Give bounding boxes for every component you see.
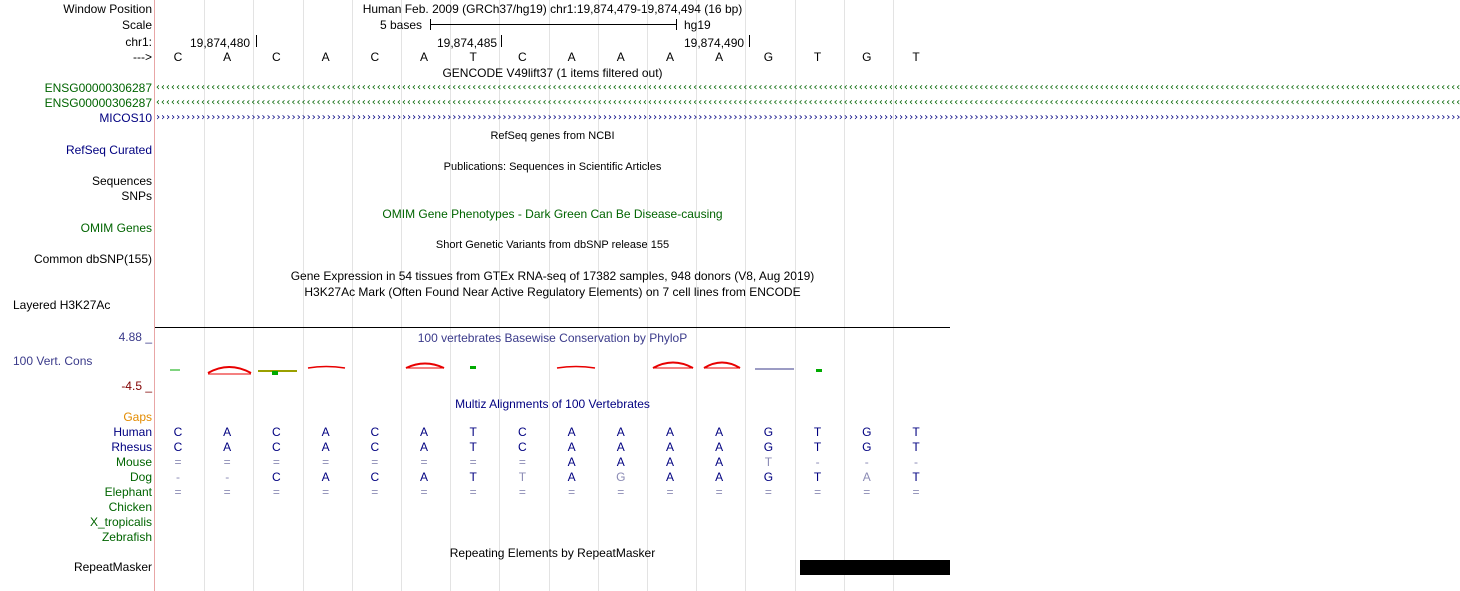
- alignment-base: A: [567, 470, 576, 484]
- repeatmasker-track-label[interactable]: RepeatMasker: [73, 560, 152, 574]
- sequence-base: C: [370, 50, 380, 64]
- alignment-base: =: [518, 485, 526, 499]
- sequences-track-label[interactable]: Sequences: [91, 174, 152, 188]
- sequence-base: A: [665, 50, 674, 64]
- alignment-base: C: [518, 425, 527, 439]
- window-position-text: Human Feb. 2009 (GRCh37/hg19) chr1:19,874,479-19,874,494 (16 bp): [362, 2, 743, 16]
- gencode-track-label-2[interactable]: ENSG00000306287: [44, 96, 152, 110]
- alignment-base: C: [173, 425, 183, 439]
- coord-tick-3: [749, 35, 750, 47]
- alignment-base: T: [469, 440, 477, 454]
- phylop-wiggle[interactable]: [155, 355, 950, 380]
- sequence-base: A: [567, 50, 576, 64]
- alignment-base: C: [370, 440, 380, 454]
- scale-bar-left-cap: [430, 19, 431, 30]
- alignment-base: T: [813, 470, 822, 484]
- alignment-base: -: [176, 470, 180, 484]
- scale-db: hg19: [684, 18, 711, 32]
- alignment-base: A: [665, 440, 674, 454]
- alignment-base: =: [174, 455, 182, 469]
- alignment-base: =: [863, 485, 871, 499]
- alignment-base: C: [272, 440, 281, 454]
- coord-label-2: 19,874,485: [437, 36, 498, 50]
- alignment-base: A: [665, 425, 674, 439]
- species-label-chicken[interactable]: Chicken: [108, 500, 152, 514]
- gaps-label: Gaps: [123, 410, 152, 424]
- alignment-base: A: [616, 455, 625, 469]
- alignment-base: C: [370, 470, 380, 484]
- gencode-title: GENCODE V49lift37 (1 items filtered out): [442, 66, 663, 80]
- alignment-base: A: [223, 425, 232, 439]
- gencode-transcript-1[interactable]: ‹‹‹‹‹‹‹‹‹‹‹‹‹‹‹‹‹‹‹‹‹‹‹‹‹‹‹‹‹‹‹‹‹‹‹‹‹‹‹‹‹‹‹‹‹‹‹‹‹‹‹‹‹‹‹‹‹‹‹‹‹‹‹‹‹‹‹‹‹‹‹‹‹‹‹‹‹‹‹‹‹‹‹‹‹‹‹‹‹‹‹‹‹‹‹‹‹‹‹‹‹‹‹‹‹‹‹‹‹‹‹‹‹‹‹‹‹‹‹‹‹‹‹‹‹‹‹‹‹‹‹‹‹‹‹‹‹‹‹‹‹‹‹‹‹‹‹‹‹‹‹‹‹‹‹‹‹‹‹‹‹‹‹‹‹‹‹‹‹‹‹‹‹‹‹‹‹‹‹‹‹‹‹‹‹‹‹‹‹‹‹‹‹‹‹‹‹‹‹‹‹‹‹‹‹‹‹‹‹‹‹‹‹‹‹‹‹‹‹‹‹‹‹‹‹‹‹‹‹‹‹‹‹‹‹‹‹‹‹‹‹‹‹‹‹‹‹‹‹‹‹‹‹‹‹‹‹‹‹‹: [155, 82, 1460, 93]
- alignment-base: G: [862, 440, 872, 454]
- alignment-base: =: [371, 485, 379, 499]
- alignment-base: =: [764, 485, 772, 499]
- alignment-base: =: [322, 455, 330, 469]
- alignment-base: C: [272, 425, 281, 439]
- alignment-base: =: [322, 485, 330, 499]
- phylop-wiggle-marks: [170, 363, 822, 376]
- sequence-base: A: [419, 50, 428, 64]
- alignment-base: =: [223, 485, 231, 499]
- alignment-base: A: [665, 455, 674, 469]
- alignment-base: T: [469, 470, 477, 484]
- alignment-base: A: [419, 440, 428, 454]
- species-label-mouse[interactable]: Mouse: [115, 455, 152, 469]
- alignment-base: =: [715, 485, 723, 499]
- snps-track-label[interactable]: SNPs: [121, 189, 152, 203]
- alignment-base: -: [815, 455, 820, 469]
- h3k27ac-title: H3K27Ac Mark (Often Found Near Active Regulatory Elements) on 7 cell lines from ENCODE: [304, 285, 801, 299]
- omim-title: OMIM Gene Phenotypes - Dark Green Can Be Disease-causing: [382, 207, 723, 221]
- alignment-base: T: [912, 470, 920, 484]
- chrom-label: chr1:: [125, 35, 152, 49]
- alignment-base: =: [568, 485, 576, 499]
- alignment-base: =: [469, 485, 477, 499]
- alignment-base: A: [567, 425, 576, 439]
- alignment-base: =: [518, 455, 526, 469]
- alignment-base: A: [616, 440, 625, 454]
- sequence-base: T: [912, 50, 920, 64]
- alignment-base: A: [321, 425, 330, 439]
- repeatmasker-title: Repeating Elements by RepeatMasker: [449, 546, 656, 560]
- gencode-track-label-1[interactable]: ENSG00000306287: [44, 81, 152, 95]
- alignment-base: =: [469, 455, 477, 469]
- alignment-base: G: [862, 425, 872, 439]
- publications-title: Publications: Sequences in Scientific Articles: [443, 161, 662, 173]
- alignment-base: T: [912, 440, 920, 454]
- alignment-base: A: [862, 470, 871, 484]
- scale-text: 5 bases: [380, 18, 423, 32]
- alignment-base: -: [225, 470, 230, 484]
- alignment-base: T: [469, 425, 477, 439]
- species-label-human[interactable]: Human: [113, 425, 152, 439]
- alignment-base: T: [813, 440, 822, 454]
- sequence-base: C: [272, 50, 281, 64]
- alignment-base: A: [616, 425, 625, 439]
- sequence-base: A: [223, 50, 232, 64]
- phylop-max-label: 4.88 _: [118, 330, 152, 344]
- species-label-dog[interactable]: Dog: [129, 470, 152, 484]
- alignment-base: G: [616, 470, 626, 484]
- gtex-title: Gene Expression in 54 tissues from GTEx RNA-seq of 17382 samples, 948 donors (V8, Aug 2019): [290, 269, 815, 283]
- coord-label-3: 19,874,490: [684, 36, 745, 50]
- phylop-min-label: -4.5 _: [121, 379, 152, 393]
- alignment-base: T: [764, 455, 773, 469]
- alignment-base: A: [715, 470, 724, 484]
- dbsnp-title: Short Genetic Variants from dbSNP release 155: [435, 239, 670, 251]
- alignment-base: =: [272, 485, 280, 499]
- coord-tick-1: [256, 35, 257, 47]
- alignment-base: A: [665, 470, 674, 484]
- strand-label: --->: [133, 50, 152, 64]
- alignment-base: =: [912, 485, 920, 499]
- h3k27ac-track-label[interactable]: Layered H3K27Ac: [13, 298, 111, 312]
- track-separator: [155, 327, 950, 328]
- alignment-base: A: [223, 440, 232, 454]
- repeatmasker-element[interactable]: [800, 560, 950, 575]
- coord-tick-2: [501, 35, 502, 47]
- alignment-base: =: [666, 485, 674, 499]
- window-position-label: Window Position: [63, 2, 152, 16]
- alignment-base: A: [715, 425, 724, 439]
- alignment-base: C: [518, 440, 527, 454]
- species-label-elephant[interactable]: Elephant: [104, 485, 152, 499]
- sequence-base: A: [616, 50, 625, 64]
- refseq-title: RefSeq genes from NCBI: [490, 130, 615, 142]
- gencode-track-label-3[interactable]: MICOS10: [99, 111, 152, 125]
- sequence-base: G: [763, 50, 774, 64]
- alignment-base: =: [420, 485, 428, 499]
- coord-label-1: 19,874,480: [190, 36, 251, 50]
- alignment-base: A: [419, 470, 428, 484]
- alignment-base: =: [223, 455, 231, 469]
- alignment-base: T: [813, 425, 822, 439]
- alignment-base: A: [321, 470, 330, 484]
- sequence-base: C: [173, 50, 183, 64]
- sequence-base: T: [469, 50, 477, 64]
- omim-track-label[interactable]: OMIM Genes: [80, 221, 152, 235]
- alignment-base: C: [173, 440, 183, 454]
- alignment-base: =: [174, 485, 182, 499]
- sequence-base: T: [813, 50, 822, 64]
- alignment-base: A: [419, 425, 428, 439]
- alignment-base: C: [272, 470, 281, 484]
- gencode-transcript-3[interactable]: ››››››››››››››››››››››››››››››››››››››››››››››››››››››››››››››››››››››››››››››››››››››››››››››››››››››››››››››››››››››››››››››››››››››››››››››››››››››››››››››››››››››››››››››››››››››››››››››››››››››››››››››››››››››››››››››››››››››››››››››››››››››››››››››››››››: [155, 112, 1460, 123]
- alignment-base: -: [864, 455, 869, 469]
- refseq-track-label[interactable]: RefSeq Curated: [65, 143, 152, 157]
- alignment-base: -: [914, 455, 918, 469]
- phylop-track-label[interactable]: 100 Vert. Cons: [13, 354, 93, 368]
- scale-bar: [430, 24, 676, 25]
- species-label-x_tropicalis[interactable]: X_tropicalis: [89, 515, 152, 529]
- scale-bar-right-cap: [676, 19, 677, 30]
- alignment-base: T: [518, 470, 527, 484]
- alignment-base: G: [763, 425, 774, 439]
- gencode-transcript-2[interactable]: ‹‹‹‹‹‹‹‹‹‹‹‹‹‹‹‹‹‹‹‹‹‹‹‹‹‹‹‹‹‹‹‹‹‹‹‹‹‹‹‹‹‹‹‹‹‹‹‹‹‹‹‹‹‹‹‹‹‹‹‹‹‹‹‹‹‹‹‹‹‹‹‹‹‹‹‹‹‹‹‹‹‹‹‹‹‹‹‹‹‹‹‹‹‹‹‹‹‹‹‹‹‹‹‹‹‹‹‹‹‹‹‹‹‹‹‹‹‹‹‹‹‹‹‹‹‹‹‹‹‹‹‹‹‹‹‹‹‹‹‹‹‹‹‹‹‹‹‹‹‹‹‹‹‹‹‹‹‹‹‹‹‹‹‹‹‹‹‹‹‹‹‹‹‹‹‹‹‹‹‹‹‹‹‹‹‹‹‹‹‹‹‹‹‹‹‹‹‹‹‹‹‹‹‹‹‹‹‹‹‹‹‹‹‹‹‹‹‹‹‹‹‹‹‹‹‹‹‹‹‹‹‹‹‹‹‹‹‹‹‹‹‹‹‹‹‹‹‹‹‹‹‹‹‹‹‹‹‹‹‹: [155, 97, 1460, 108]
- alignment-base: A: [715, 455, 724, 469]
- alignment-base: G: [763, 440, 774, 454]
- species-label-zebrafish[interactable]: Zebrafish: [101, 530, 152, 544]
- alignment-base: =: [814, 485, 822, 499]
- alignment-base: A: [321, 440, 330, 454]
- alignment-base: T: [912, 425, 920, 439]
- dbsnp-track-label[interactable]: Common dbSNP(155): [33, 252, 152, 266]
- sequence-base: A: [321, 50, 330, 64]
- alignment-base: G: [763, 470, 774, 484]
- alignment-base: =: [272, 455, 280, 469]
- alignment-base: A: [715, 440, 724, 454]
- alignment-base: C: [370, 425, 380, 439]
- scale-label: Scale: [121, 18, 152, 32]
- sequence-base: C: [518, 50, 527, 64]
- alignment-base: A: [567, 440, 576, 454]
- alignment-base: A: [567, 455, 576, 469]
- alignment-base: =: [617, 485, 625, 499]
- species-label-rhesus[interactable]: Rhesus: [111, 440, 152, 454]
- phylop-title: 100 vertebrates Basewise Conservation by PhyloP: [417, 331, 688, 345]
- multiz-title: Multiz Alignments of 100 Vertebrates: [455, 397, 650, 411]
- alignment-base: =: [371, 455, 379, 469]
- alignment-base: =: [420, 455, 428, 469]
- sequence-base: A: [715, 50, 724, 64]
- sequence-base: G: [862, 50, 872, 64]
